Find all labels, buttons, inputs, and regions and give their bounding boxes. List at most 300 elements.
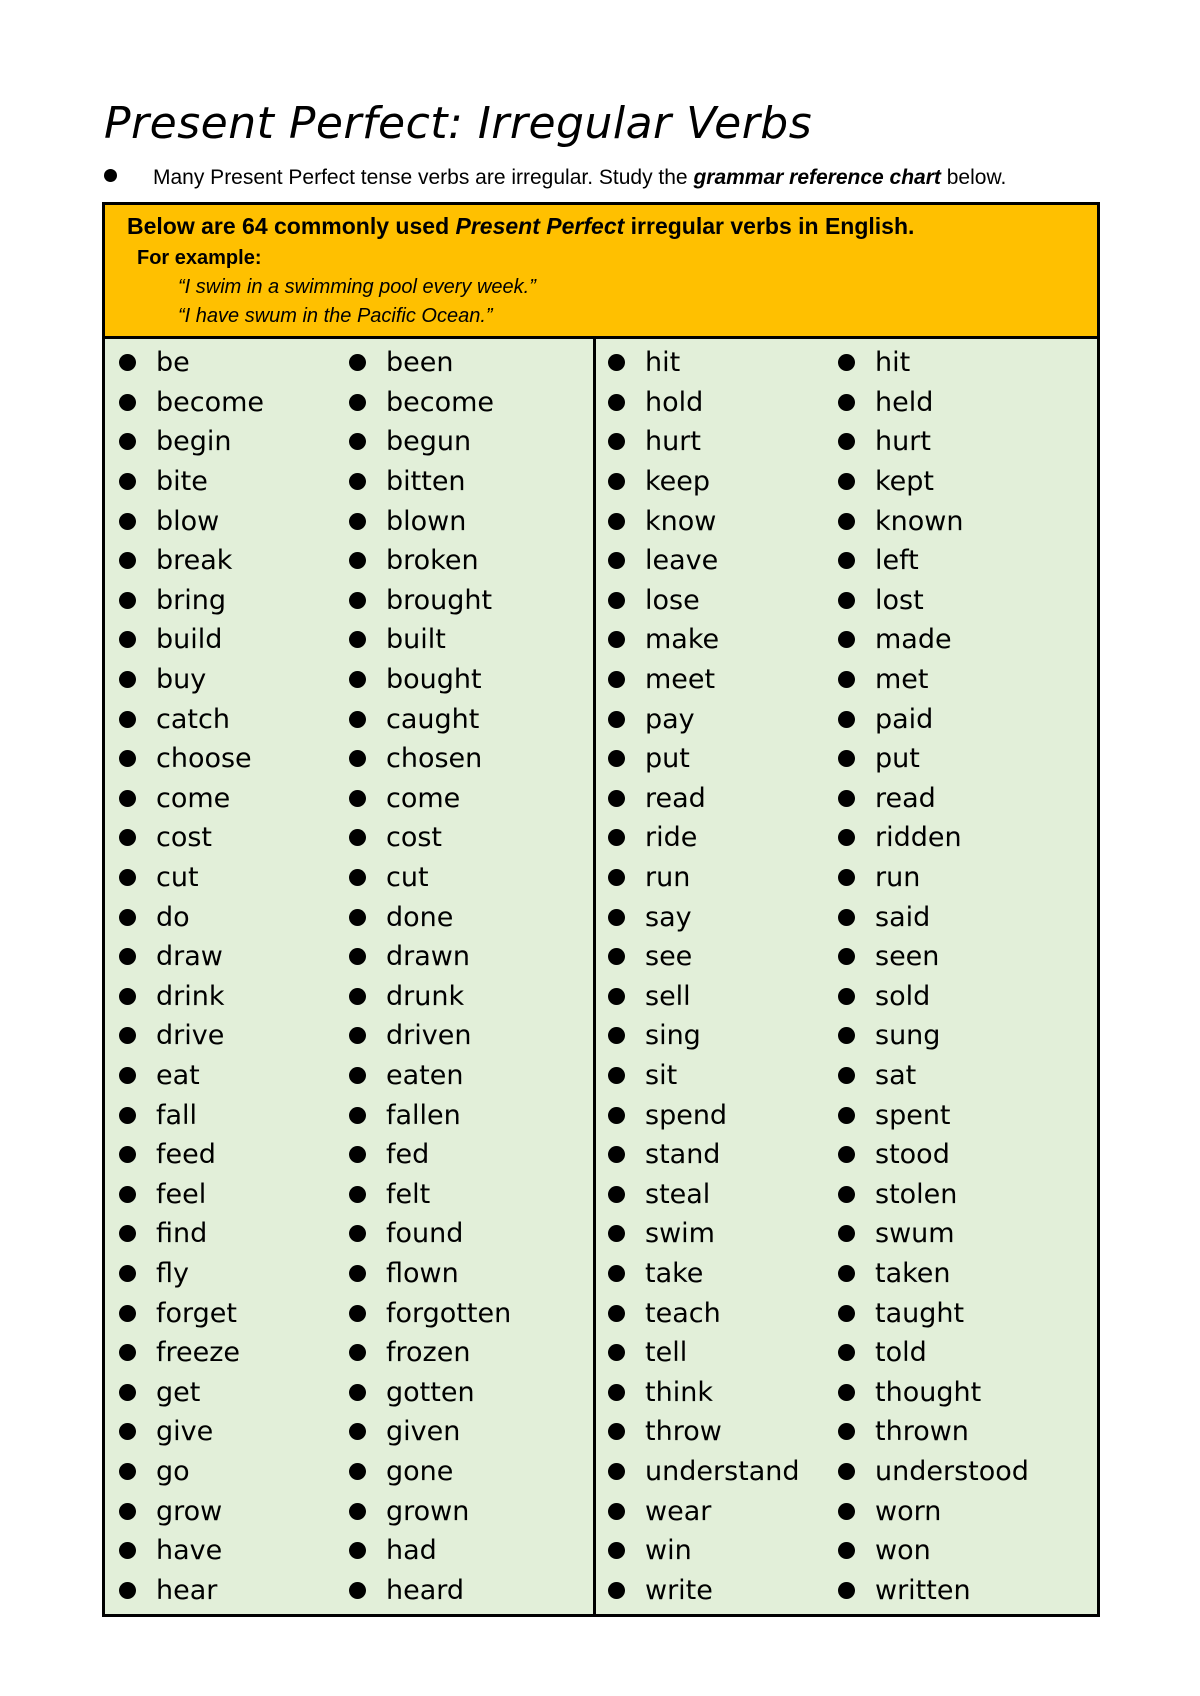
verb-list-item bbox=[608, 1372, 800, 1412]
verb-text: blow bbox=[156, 505, 220, 537]
verb-text: ridden bbox=[875, 822, 962, 854]
verb-list-item bbox=[119, 620, 264, 660]
verb-text: cost bbox=[156, 822, 213, 854]
verb-list-item bbox=[608, 383, 800, 423]
verb-list-item bbox=[608, 699, 800, 739]
verb-text: hear bbox=[156, 1574, 218, 1606]
verb-text: come bbox=[156, 782, 231, 814]
verb-list-item bbox=[349, 897, 511, 937]
bullet-icon bbox=[349, 433, 366, 450]
bullet-icon bbox=[608, 1582, 625, 1599]
bullet-icon bbox=[349, 671, 366, 688]
verb-text: feed bbox=[156, 1139, 216, 1171]
verb-list-item bbox=[349, 1254, 511, 1294]
bullet-icon bbox=[838, 790, 855, 807]
verb-list-item bbox=[838, 937, 1029, 977]
verb-list-item bbox=[119, 343, 264, 383]
verb-list-item bbox=[119, 1016, 264, 1056]
verb-text: built bbox=[386, 624, 446, 656]
bullet-icon bbox=[349, 1503, 366, 1520]
verb-list-item bbox=[608, 779, 800, 819]
bullet-icon bbox=[608, 711, 625, 728]
verb-text: spent bbox=[875, 1099, 951, 1131]
verb-list-item bbox=[349, 1452, 511, 1492]
bullet-icon bbox=[608, 1146, 625, 1163]
verb-list-item bbox=[349, 422, 511, 462]
bullet-icon bbox=[349, 1107, 366, 1124]
verb-list-item bbox=[838, 818, 1029, 858]
bullet-icon bbox=[838, 948, 855, 965]
verb-text: sat bbox=[875, 1059, 917, 1091]
verb-list-item bbox=[349, 1491, 511, 1531]
bullet-icon bbox=[119, 592, 136, 609]
verb-text: taught bbox=[875, 1297, 965, 1329]
verb-text: tell bbox=[645, 1337, 688, 1369]
verb-list-item bbox=[838, 897, 1029, 937]
verb-list-item bbox=[349, 779, 511, 819]
verb-text: told bbox=[875, 1337, 927, 1369]
verb-list-item bbox=[349, 1016, 511, 1056]
verb-list-item bbox=[608, 1570, 800, 1610]
header-text: Below are 64 commonly used bbox=[127, 213, 456, 239]
verb-text: fed bbox=[386, 1139, 430, 1171]
bullet-icon bbox=[608, 1186, 625, 1203]
verb-text: spend bbox=[645, 1099, 728, 1131]
header-emphasis: Present Perfect bbox=[455, 213, 625, 239]
verb-text: caught bbox=[386, 703, 480, 735]
verb-list-item bbox=[608, 1016, 800, 1056]
bullet-icon bbox=[119, 1582, 136, 1599]
bullet-icon bbox=[349, 1423, 366, 1440]
verb-text: say bbox=[645, 901, 692, 933]
verb-list-item bbox=[119, 818, 264, 858]
verb-text: think bbox=[645, 1376, 713, 1408]
bullet-icon bbox=[838, 1503, 855, 1520]
bullet-icon bbox=[608, 1542, 625, 1559]
verb-list-item bbox=[119, 977, 264, 1017]
bullet-icon bbox=[119, 1027, 136, 1044]
verb-list-item bbox=[349, 1293, 511, 1333]
verb-list-item bbox=[119, 501, 264, 541]
verb-text: drawn bbox=[386, 941, 470, 973]
verb-list-item bbox=[838, 462, 1029, 502]
bullet-icon bbox=[119, 909, 136, 926]
verb-list-item bbox=[838, 620, 1029, 660]
verb-list-item bbox=[608, 1135, 800, 1175]
verb-text: catch bbox=[156, 703, 230, 735]
column-divider bbox=[593, 339, 596, 1614]
bullet-icon bbox=[119, 869, 136, 886]
bullet-icon bbox=[349, 1265, 366, 1282]
bullet-icon bbox=[119, 1146, 136, 1163]
bullet-icon bbox=[349, 1384, 366, 1401]
verb-list-item bbox=[349, 581, 511, 621]
verb-list-item bbox=[608, 1095, 800, 1135]
verb-list-item bbox=[608, 937, 800, 977]
verb-list-item bbox=[838, 1095, 1029, 1135]
past-participle-list-left bbox=[349, 343, 511, 1610]
verb-text: blown bbox=[386, 505, 467, 537]
verb-text: known bbox=[875, 505, 964, 537]
verb-list-item bbox=[119, 1293, 264, 1333]
bullet-icon bbox=[349, 394, 366, 411]
verb-list-item bbox=[838, 699, 1029, 739]
verb-text: understand bbox=[645, 1455, 800, 1487]
verb-text: kept bbox=[875, 466, 935, 498]
verb-list-item bbox=[838, 1491, 1029, 1531]
verb-text: wear bbox=[645, 1495, 712, 1527]
verb-list-item bbox=[608, 422, 800, 462]
verb-text: cut bbox=[156, 862, 199, 894]
chart-header-title bbox=[127, 213, 914, 240]
verb-text: understood bbox=[875, 1455, 1029, 1487]
verb-text: sung bbox=[875, 1020, 941, 1052]
verb-text: stolen bbox=[875, 1178, 958, 1210]
bullet-icon bbox=[119, 433, 136, 450]
bullet-icon bbox=[838, 354, 855, 371]
verb-text: become bbox=[156, 386, 265, 418]
verb-list-item bbox=[349, 1570, 511, 1610]
bullet-icon bbox=[349, 631, 366, 648]
bullet-icon bbox=[119, 948, 136, 965]
bullet-icon bbox=[349, 1582, 366, 1599]
verb-list-item bbox=[119, 1056, 264, 1096]
verb-text: felt bbox=[386, 1178, 431, 1210]
verb-text: written bbox=[875, 1574, 971, 1606]
verb-text: leave bbox=[645, 545, 719, 577]
verb-list-item bbox=[608, 1412, 800, 1452]
bullet-icon bbox=[608, 473, 625, 490]
verb-text: swim bbox=[645, 1218, 715, 1250]
verb-text: eaten bbox=[386, 1059, 464, 1091]
bullet-icon bbox=[349, 1225, 366, 1242]
bullet-icon bbox=[838, 1423, 855, 1440]
bullet-icon bbox=[608, 1503, 625, 1520]
verb-list-item bbox=[838, 1333, 1029, 1373]
bullet-icon bbox=[608, 394, 625, 411]
verb-list-item bbox=[608, 818, 800, 858]
base-form-list-right bbox=[608, 343, 800, 1610]
bullet-icon bbox=[119, 1542, 136, 1559]
verb-text: sold bbox=[875, 980, 931, 1012]
verb-text: gone bbox=[386, 1455, 454, 1487]
verb-list-item bbox=[838, 422, 1029, 462]
verb-list-item bbox=[349, 1214, 511, 1254]
bullet-icon bbox=[349, 909, 366, 926]
verb-list-item bbox=[608, 1214, 800, 1254]
bullet-icon bbox=[349, 711, 366, 728]
verb-list-item bbox=[349, 343, 511, 383]
verb-list-item bbox=[349, 739, 511, 779]
verb-list-item bbox=[838, 1135, 1029, 1175]
verb-list-item bbox=[349, 1372, 511, 1412]
verb-text: lost bbox=[875, 584, 924, 616]
verb-text: done bbox=[386, 901, 454, 933]
verb-text: drink bbox=[156, 980, 225, 1012]
bullet-icon bbox=[838, 988, 855, 1005]
verb-text: said bbox=[875, 901, 931, 933]
verb-list-item bbox=[608, 660, 800, 700]
bullet-icon bbox=[838, 394, 855, 411]
bullet-icon bbox=[349, 1067, 366, 1084]
verb-list-item bbox=[608, 977, 800, 1017]
border-extension bbox=[960, 1614, 1096, 1617]
bullet-icon bbox=[349, 1305, 366, 1322]
bullet-icon bbox=[838, 869, 855, 886]
verb-text: throw bbox=[645, 1416, 722, 1448]
verb-grid bbox=[105, 339, 1097, 1614]
bullet-icon bbox=[119, 631, 136, 648]
bullet-icon bbox=[119, 513, 136, 530]
verb-text: go bbox=[156, 1455, 190, 1487]
bullet-icon bbox=[349, 1542, 366, 1559]
bullet-icon bbox=[608, 354, 625, 371]
for-example-label: For example: bbox=[137, 247, 262, 269]
bullet-icon bbox=[349, 948, 366, 965]
bullet-icon bbox=[838, 909, 855, 926]
verb-text: flown bbox=[386, 1257, 459, 1289]
verb-list-item bbox=[608, 462, 800, 502]
verb-list-item bbox=[349, 977, 511, 1017]
bullet-icon bbox=[838, 433, 855, 450]
verb-text: begun bbox=[386, 426, 472, 458]
verb-list-item bbox=[119, 541, 264, 581]
verb-text: cost bbox=[386, 822, 443, 854]
bullet-icon bbox=[838, 1265, 855, 1282]
verb-text: win bbox=[645, 1535, 692, 1567]
verb-list-item bbox=[838, 1254, 1029, 1294]
verb-list-item bbox=[349, 501, 511, 541]
verb-text: break bbox=[156, 545, 233, 577]
verb-list-item bbox=[349, 1095, 511, 1135]
bullet-icon bbox=[349, 1186, 366, 1203]
verb-text: pay bbox=[645, 703, 695, 735]
verb-text: cut bbox=[386, 862, 429, 894]
bullet-icon bbox=[838, 513, 855, 530]
verb-list-item bbox=[119, 383, 264, 423]
bullet-icon bbox=[608, 552, 625, 569]
verb-text: run bbox=[875, 862, 921, 894]
bullet-icon bbox=[838, 1582, 855, 1599]
verb-list-item bbox=[838, 541, 1029, 581]
verb-text: drunk bbox=[386, 980, 465, 1012]
verb-text: put bbox=[645, 743, 690, 775]
verb-text: hit bbox=[645, 347, 681, 379]
verb-list-item bbox=[608, 541, 800, 581]
bullet-icon bbox=[608, 592, 625, 609]
bullet-icon bbox=[838, 1344, 855, 1361]
verb-text: give bbox=[156, 1416, 214, 1448]
bullet-icon bbox=[119, 1423, 136, 1440]
verb-list-item bbox=[838, 1372, 1029, 1412]
verb-text: run bbox=[645, 862, 691, 894]
verb-list-item bbox=[838, 501, 1029, 541]
intro-text: Many Present Perfect tense verbs are irregular. Study the bbox=[153, 166, 694, 189]
intro-emphasis: grammar reference chart bbox=[693, 166, 941, 189]
verb-list-item bbox=[119, 1531, 264, 1571]
bullet-icon bbox=[608, 513, 625, 530]
verb-list-item bbox=[838, 1293, 1029, 1333]
bullet-icon bbox=[349, 790, 366, 807]
example-sentence-2: “I have swum in the Pacific Ocean.” bbox=[178, 305, 493, 327]
verb-text: grown bbox=[386, 1495, 470, 1527]
verb-list-item bbox=[119, 1135, 264, 1175]
verb-list-item bbox=[119, 1214, 264, 1254]
verb-text: stand bbox=[645, 1139, 721, 1171]
bullet-icon bbox=[608, 869, 625, 886]
verb-text: read bbox=[875, 782, 936, 814]
bullet-icon bbox=[349, 552, 366, 569]
verb-text: find bbox=[156, 1218, 208, 1250]
verb-list-item bbox=[838, 383, 1029, 423]
bullet-icon bbox=[119, 1067, 136, 1084]
verb-text: heard bbox=[386, 1574, 465, 1606]
bullet-icon bbox=[838, 1384, 855, 1401]
verb-text: have bbox=[156, 1535, 223, 1567]
bullet-icon bbox=[608, 433, 625, 450]
bullet-icon bbox=[838, 592, 855, 609]
verb-text: teach bbox=[645, 1297, 721, 1329]
bullet-icon bbox=[838, 1463, 855, 1480]
verb-list-item bbox=[838, 1016, 1029, 1056]
bullet-icon bbox=[119, 1503, 136, 1520]
verb-text: grow bbox=[156, 1495, 223, 1527]
bullet-icon bbox=[838, 1146, 855, 1163]
verb-text: worn bbox=[875, 1495, 942, 1527]
verb-list-item bbox=[119, 937, 264, 977]
verb-list-item bbox=[349, 1056, 511, 1096]
verb-list-item bbox=[119, 1491, 264, 1531]
verb-list-item bbox=[838, 739, 1029, 779]
verb-list-item bbox=[349, 818, 511, 858]
verb-text: given bbox=[386, 1416, 461, 1448]
intro-line bbox=[104, 166, 1006, 190]
verb-text: read bbox=[645, 782, 706, 814]
bullet-icon bbox=[119, 1344, 136, 1361]
verb-list-item bbox=[608, 620, 800, 660]
bullet-icon bbox=[349, 354, 366, 371]
verb-list-item bbox=[608, 1174, 800, 1214]
bullet-icon bbox=[104, 169, 117, 182]
verb-text: feel bbox=[156, 1178, 207, 1210]
bullet-icon bbox=[608, 1423, 625, 1440]
bullet-icon bbox=[838, 1107, 855, 1124]
bullet-icon bbox=[608, 1107, 625, 1124]
verb-list-item bbox=[119, 462, 264, 502]
bullet-icon bbox=[608, 1384, 625, 1401]
bullet-icon bbox=[838, 1067, 855, 1084]
verb-text: bought bbox=[386, 664, 482, 696]
verb-text: eat bbox=[156, 1059, 200, 1091]
bullet-icon bbox=[608, 750, 625, 767]
verb-list-item bbox=[119, 858, 264, 898]
verb-text: bring bbox=[156, 584, 226, 616]
verb-text: taken bbox=[875, 1257, 951, 1289]
verb-list-item bbox=[119, 1372, 264, 1412]
verb-list-item bbox=[608, 1452, 800, 1492]
verb-list-item bbox=[838, 977, 1029, 1017]
verb-text: gotten bbox=[386, 1376, 475, 1408]
bullet-icon bbox=[349, 1344, 366, 1361]
verb-list-item bbox=[608, 897, 800, 937]
bullet-icon bbox=[838, 1186, 855, 1203]
verb-list-item bbox=[119, 779, 264, 819]
verb-text: forgotten bbox=[386, 1297, 512, 1329]
bullet-icon bbox=[349, 1146, 366, 1163]
verb-list-item bbox=[608, 1056, 800, 1096]
verb-reference-chart bbox=[102, 202, 1100, 1617]
bullet-icon bbox=[608, 790, 625, 807]
verb-text: frozen bbox=[386, 1337, 471, 1369]
verb-list-item bbox=[838, 1412, 1029, 1452]
verb-text: lose bbox=[645, 584, 700, 616]
bullet-icon bbox=[608, 671, 625, 688]
verb-list-item bbox=[119, 581, 264, 621]
bullet-icon bbox=[119, 829, 136, 846]
verb-text: seen bbox=[875, 941, 940, 973]
verb-text: fall bbox=[156, 1099, 198, 1131]
verb-list-item bbox=[119, 422, 264, 462]
verb-list-item bbox=[119, 897, 264, 937]
verb-list-item bbox=[838, 581, 1029, 621]
header-text-end: irregular verbs in English. bbox=[624, 213, 915, 239]
verb-list-item bbox=[119, 660, 264, 700]
verb-text: won bbox=[875, 1535, 931, 1567]
bullet-icon bbox=[349, 1463, 366, 1480]
bullet-icon bbox=[608, 829, 625, 846]
verb-list-item bbox=[119, 1333, 264, 1373]
verb-text: get bbox=[156, 1376, 201, 1408]
verb-text: swum bbox=[875, 1218, 955, 1250]
bullet-icon bbox=[608, 631, 625, 648]
verb-text: become bbox=[386, 386, 495, 418]
verb-list-item bbox=[349, 462, 511, 502]
verb-list-item bbox=[349, 937, 511, 977]
bullet-icon bbox=[838, 750, 855, 767]
verb-text: keep bbox=[645, 466, 711, 498]
verb-text: hit bbox=[875, 347, 911, 379]
bullet-icon bbox=[838, 631, 855, 648]
verb-text: left bbox=[875, 545, 919, 577]
bullet-icon bbox=[838, 1305, 855, 1322]
verb-text: held bbox=[875, 386, 934, 418]
verb-text: thought bbox=[875, 1376, 982, 1408]
verb-list-item bbox=[838, 1214, 1029, 1254]
verb-text: freeze bbox=[156, 1337, 241, 1369]
verb-text: met bbox=[875, 664, 929, 696]
verb-text: do bbox=[156, 901, 190, 933]
verb-text: put bbox=[875, 743, 920, 775]
verb-text: sell bbox=[645, 980, 691, 1012]
verb-text: broken bbox=[386, 545, 479, 577]
verb-list-item bbox=[838, 1531, 1029, 1571]
verb-list-item bbox=[119, 1412, 264, 1452]
verb-list-item bbox=[838, 1570, 1029, 1610]
bullet-icon bbox=[119, 790, 136, 807]
bullet-icon bbox=[608, 1265, 625, 1282]
verb-text: hold bbox=[645, 386, 704, 418]
verb-text: bitten bbox=[386, 466, 466, 498]
verb-list-item bbox=[838, 343, 1029, 383]
bullet-icon bbox=[349, 750, 366, 767]
verb-list-item bbox=[608, 1293, 800, 1333]
verb-text: made bbox=[875, 624, 952, 656]
intro-text-end: below. bbox=[940, 166, 1007, 189]
verb-list-item bbox=[838, 858, 1029, 898]
bullet-icon bbox=[119, 1186, 136, 1203]
verb-list-item bbox=[349, 699, 511, 739]
verb-text: know bbox=[645, 505, 717, 537]
